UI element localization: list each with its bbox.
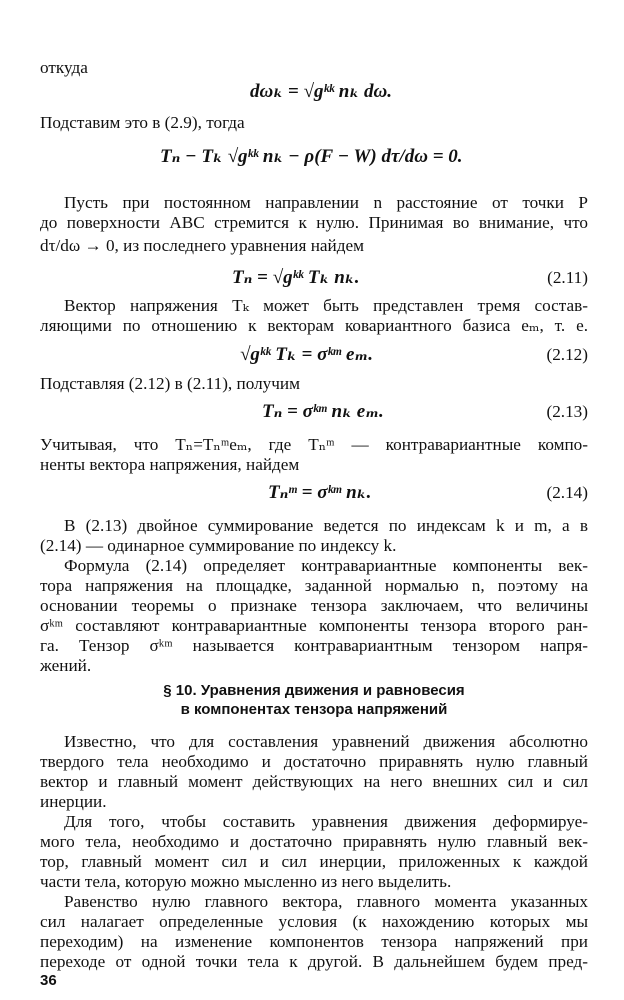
text-line: Подставляя (2.12) в (2.11), получим [40,374,300,393]
equation-number: (2.12) [546,345,588,364]
text-line: Для того, чтобы составить уравнения движения деформируе- [64,812,588,831]
text-line: тор, главный момент сил и сил инерции, приложенных к каждой [40,852,588,871]
equation: Tₙ − Tₖ √gᵏᵏ nₖ − ρ(F − W) dτ/dω = 0. [160,146,463,167]
text-line: ляющими по отношению к векторам ковариантного базиса eₘ, т. е. [40,316,588,335]
text-line: сил налагает определенные условия (к нахождению которых мы [40,912,588,931]
equation: Tₙᵐ = σᵏᵐ nₖ. [268,482,372,503]
section-heading: § 10. Уравнения движения и равновесия [163,682,465,699]
equation: dωₖ = √gᵏᵏ nₖ dω. [250,81,393,102]
text-line: (2.14) — одинарное суммирование по индексу k. [40,536,397,555]
text-line: основании теоремы о признаке тензора заключаем, что величины [40,596,588,615]
text-line: переходе от одной точки тела к другой. В дальнейшем будем пред- [40,952,588,971]
text-line: dτ/dω → 0, из последнего уравнения найдем [40,236,364,255]
text-line: Равенство нулю главного вектора, главного момента указанных [64,892,588,911]
text-line: Формула (2.14) определяет контравариантные компоненты век- [64,556,588,575]
text-line: жений. [40,656,92,675]
text-line: инерции. [40,792,107,811]
text-line: Подставим это в (2.9), тогда [40,113,245,132]
text-line: части тела, которую можно мысленно из него выделить. [40,872,452,891]
section-heading: в компонентах тензора напряжений [180,701,448,718]
text-line: вектор и главный момент действующих на него внешних сил и сил [40,772,588,791]
equation-number: (2.11) [547,268,588,287]
text-line: откуда [40,58,88,77]
equation: Tₙ = √gᵏᵏ Tₖ nₖ. [232,267,360,288]
equation-number: (2.14) [546,483,588,502]
text-line: га. Тензор σᵏᵐ называется контравариантным тензором напря- [40,636,588,655]
text-line: твердого тела необходимо и достаточно приравнять нулю главный [40,752,588,771]
text-line: σᵏᵐ составляют контравариантные компоненты тензора второго ран- [40,616,588,635]
text-line: Вектор напряжения Tₖ может быть представлен тремя состав- [64,296,588,315]
equation: Tₙ = σᵏᵐ nₖ eₘ. [262,401,384,422]
text-line: В (2.13) двойное суммирование ведется по индексам k и m, а в [64,516,588,535]
page-number: 36 [40,972,57,989]
text-line: мого тела, необходимо и достаточно приравнять нулю главный век- [40,832,588,851]
text-line: Учитывая, что Tₙ=Tₙᵐeₘ, где Tₙᵐ — контравариантные компо- [40,435,588,454]
text-line: ненты вектора напряжения, найдем [40,455,300,474]
equation: √gᵏᵏ Tₖ = σᵏᵐ eₘ. [240,344,374,365]
text-line: переходим) на изменение компонентов тензора напряжений при [40,932,588,951]
text-line: Пусть при постоянном направлении n расстояние от точки P [64,193,588,212]
text-line: тора напряжения на площадке, заданной нормалью n, поэтому на [40,576,588,595]
equation-number: (2.13) [546,402,588,421]
text-line: до поверхности ABC стремится к нулю. Принимая во внимание, что [40,213,588,232]
text-line: Известно, что для составления уравнений движения абсолютно [64,732,588,751]
